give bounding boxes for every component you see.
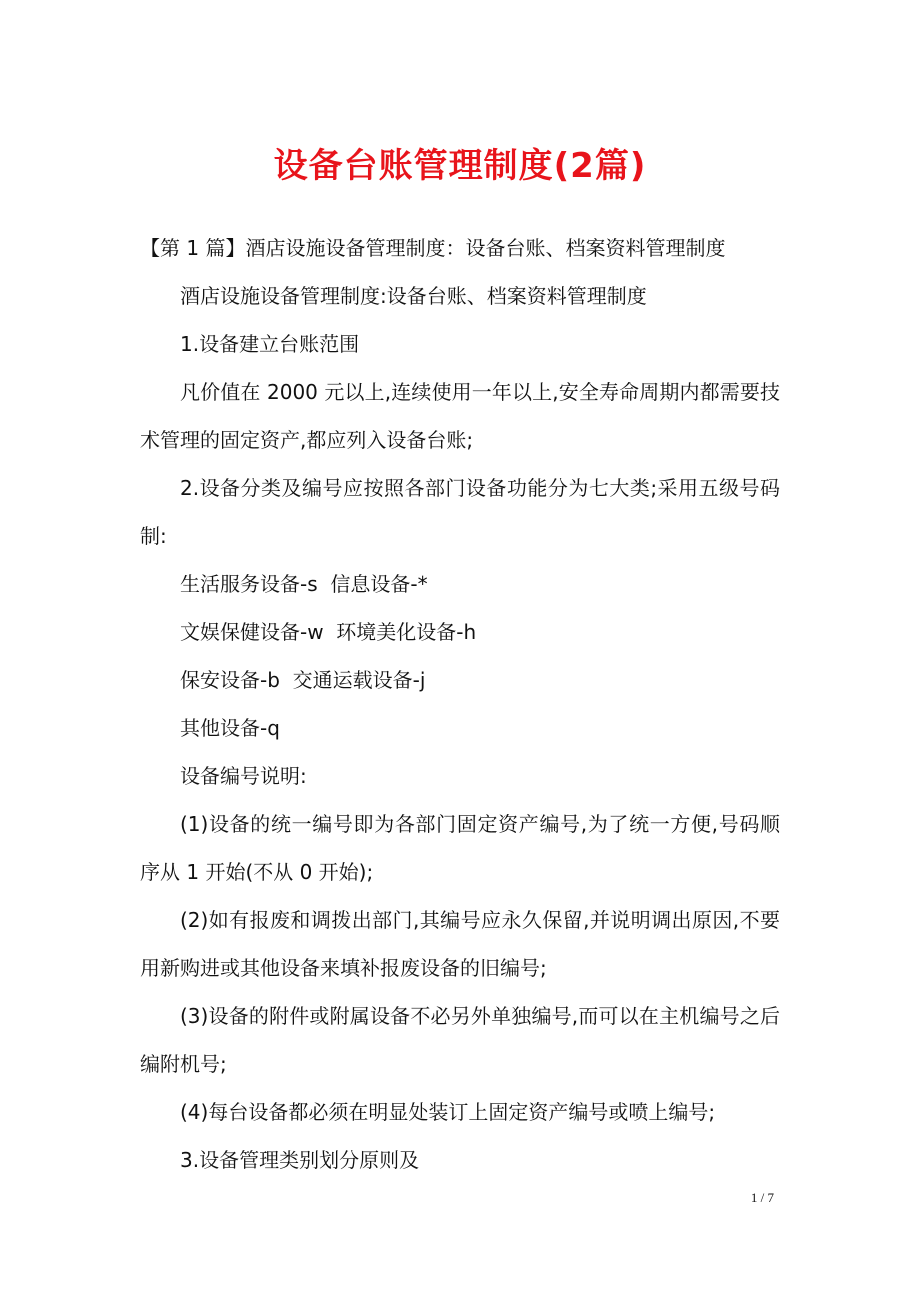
paragraph: 1.设备建立台账范围 [180, 332, 360, 356]
paragraph: 保安设备-b 交通运载设备-j [180, 668, 426, 692]
paragraph: 凡价值在 2000 元以上,连续使用一年以上,安全寿命周期内都需要技术管理的固定资产,都应列入设备台账; [140, 380, 780, 452]
document-body [140, 224, 780, 1184]
paragraph: (4)每台设备都必须在明显处装订上固定资产编号或喷上编号; [180, 1100, 716, 1124]
page-number: 1 / 7 [750, 1190, 774, 1205]
paragraph: 3.设备管理类别划分原则及 [180, 1148, 420, 1172]
paragraph: 生活服务设备-s 信息设备-* [180, 572, 428, 596]
paragraph: (2)如有报废和调拨出部门,其编号应永久保留,并说明调出原因,不要用新购进或其他设备来填补报废设备的旧编号; [140, 908, 780, 980]
paragraph: 文娱保健设备-w 环境美化设备-h [180, 620, 477, 644]
paragraph: 其他设备-q [180, 716, 280, 740]
paragraph: (3)设备的附件或附属设备不必另外单独编号,而可以在主机编号之后编附机号; [140, 1004, 780, 1076]
paragraph: 2.设备分类及编号应按照各部门设备功能分为七大类;采用五级号码制: [140, 476, 780, 548]
paragraph: (1)设备的统一编号即为各部门固定资产编号,为了统一方便,号码顺序从 1 开始(不从 0 开始); [140, 812, 780, 884]
paragraph: 酒店设施设备管理制度:设备台账、档案资料管理制度 [180, 284, 647, 308]
paragraph: 设备编号说明: [180, 764, 307, 788]
paragraph: 【第 1 篇】酒店设施设备管理制度：设备台账、档案资料管理制度 [140, 236, 726, 260]
document-title: 设备台账管理制度(2篇) [273, 146, 647, 186]
